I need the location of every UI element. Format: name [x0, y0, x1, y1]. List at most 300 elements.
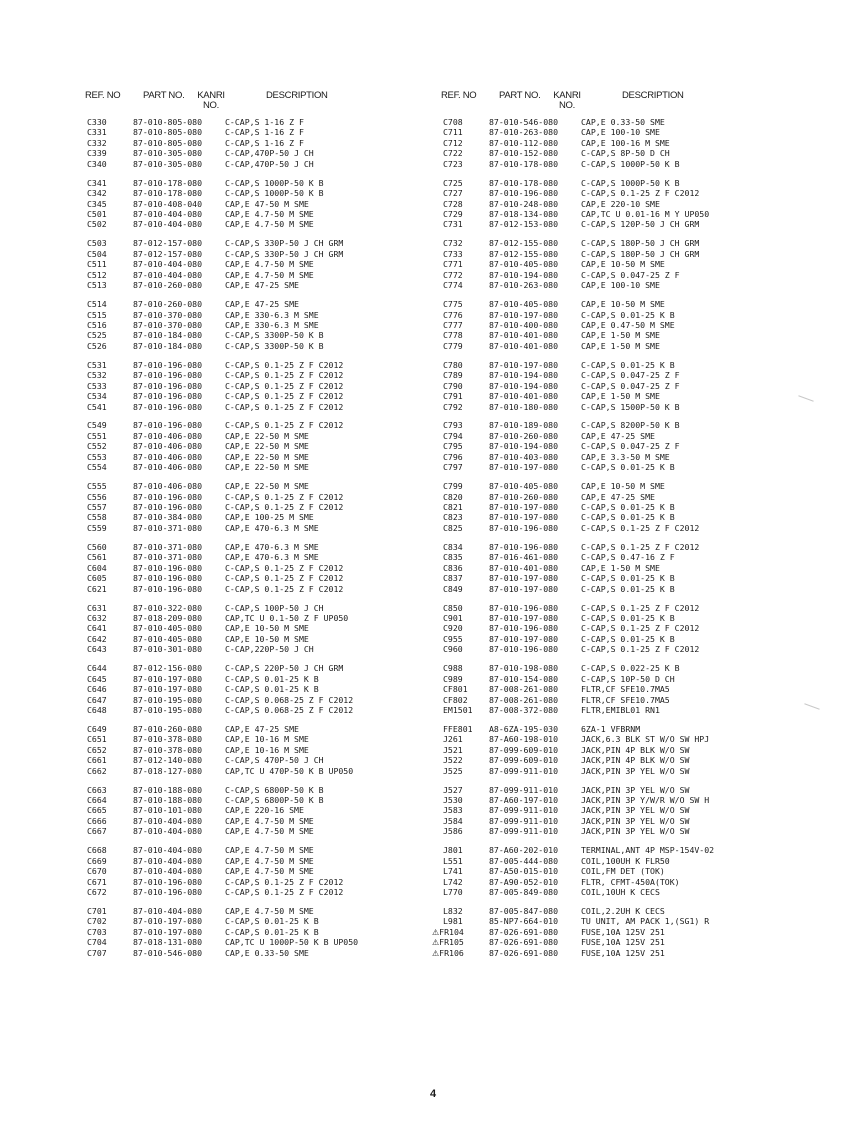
ref-no — [443, 280, 463, 290]
description: CAP,TC U 1000P-50 K B UP050 — [225, 937, 359, 948]
ref-no — [87, 502, 107, 512]
part-no: 87-A60-202-010 — [489, 845, 559, 856]
ref-no — [443, 431, 463, 441]
ref-no — [87, 280, 107, 290]
ref-no — [87, 663, 107, 673]
description: CAP,E 47-25 SME — [581, 430, 655, 441]
part-no: 87-026-691-080 — [489, 926, 559, 937]
ref-no-text: C632 — [87, 612, 107, 623]
ref-no-text: L551 — [443, 855, 463, 866]
ref-no-text: J584 — [443, 815, 463, 826]
part-no: 87-010-189-080 — [489, 420, 559, 431]
ref-no-text: C502 — [87, 219, 107, 230]
ref-no — [87, 209, 107, 219]
ref-no — [443, 663, 463, 673]
ref-no-text: C556 — [87, 491, 107, 502]
description: FLTR, CFMT-450A(TOK) — [581, 876, 680, 887]
part-no: 87-010-371-080 — [133, 552, 203, 563]
part-no: 87-010-178-080 — [133, 188, 203, 199]
ref-no-text: J521 — [443, 744, 463, 755]
description: C-CAP,S 1-16 Z F — [225, 137, 304, 148]
ref-no — [443, 402, 463, 412]
ref-no — [87, 441, 107, 451]
part-no: 87-010-184-080 — [133, 340, 203, 351]
ref-no-text: C837 — [443, 573, 463, 584]
ref-no — [443, 826, 463, 836]
ref-no — [87, 320, 107, 330]
description: C-CAP,S 0.1-25 Z F C2012 — [225, 401, 344, 412]
ref-no — [443, 634, 463, 644]
description: C-CAP,S 0.01-25 K B — [225, 684, 319, 695]
ref-no — [87, 391, 107, 401]
ref-no — [443, 755, 463, 765]
description: C-CAP,S 0.1-25 Z F C2012 — [225, 359, 344, 370]
ref-no — [443, 542, 463, 552]
page-number: 4 — [429, 1088, 437, 1100]
description: C-CAP,S 0.01-25 K B — [581, 583, 675, 594]
ref-no-text: C708 — [443, 117, 463, 127]
part-no: 87-010-404-080 — [133, 259, 203, 270]
ref-no-text: C515 — [87, 309, 107, 320]
description: C-CAP,S 0.01-25 K B — [581, 462, 675, 473]
part-no: 87-010-188-080 — [133, 784, 203, 795]
ref-no-text: C555 — [87, 481, 107, 492]
ref-no-text: C665 — [87, 805, 107, 816]
ref-no-text: J525 — [443, 765, 463, 776]
part-no: 87-010-406-080 — [133, 441, 203, 452]
description: C-CAP,S 330P-50 J CH GRM — [225, 238, 344, 249]
description: C-CAP,S 0.047-25 Z F — [581, 269, 680, 280]
ref-no-text: C794 — [443, 430, 463, 441]
part-no: 87-010-178-080 — [133, 177, 203, 188]
ref-no — [87, 420, 107, 430]
ref-no-text: C780 — [443, 359, 463, 370]
ref-no — [87, 481, 107, 491]
ref-no-text: C561 — [87, 552, 107, 563]
description: C-CAP,S 1000P-50 K B — [225, 188, 324, 199]
header-description: DESCRIPTION — [622, 90, 684, 101]
part-no: 87-010-404-080 — [133, 845, 203, 856]
part-no: 87-010-196-080 — [489, 623, 559, 634]
part-no: 87-010-404-080 — [133, 866, 203, 877]
description: JACK,PIN 3P YEL W/O SW — [581, 765, 690, 776]
part-no: 87-010-260-080 — [133, 299, 203, 310]
part-no: 87-010-406-080 — [133, 430, 203, 441]
ref-no — [443, 805, 463, 815]
ref-no-text: C525 — [87, 330, 107, 341]
description: C-CAP,S 0.068-25 Z F C2012 — [225, 704, 354, 715]
part-no: 87-010-404-080 — [133, 855, 203, 866]
ref-no-text: C664 — [87, 795, 107, 805]
part-no: 87-A50-015-010 — [489, 866, 559, 877]
part-no: 87-010-404-080 — [133, 209, 203, 219]
description: CAP,E 47-25 SME — [581, 491, 655, 502]
ref-no-text: C503 — [87, 238, 107, 249]
ref-no — [443, 148, 463, 158]
ref-no-text: C702 — [87, 916, 107, 927]
ref-no-text: C777 — [443, 319, 463, 330]
ref-no-text: C513 — [87, 280, 107, 291]
warning-triangle-icon: ⚠ — [432, 948, 440, 958]
description: C-CAP,S 180P-50 J CH GRM — [581, 238, 700, 249]
description: C-CAP,470P-50 J CH — [225, 148, 314, 159]
ref-no-text: C712 — [443, 137, 463, 148]
ref-no — [443, 866, 463, 876]
ref-no — [87, 795, 107, 805]
part-no: 87-010-196-080 — [133, 370, 203, 381]
ref-no-text: C703 — [87, 926, 107, 937]
description: CAP,E 3.3-50 M SME — [581, 451, 670, 462]
ref-no — [87, 452, 107, 462]
ref-no — [87, 310, 107, 320]
part-no: 87-005-847-080 — [489, 905, 559, 916]
header-kanri-no: KANRI NO. — [553, 90, 581, 111]
description: C-CAP,S 0.1-25 Z F C2012 — [581, 541, 700, 552]
description: C-CAP,220P-50 J CH — [225, 644, 314, 655]
ref-no — [443, 117, 463, 127]
part-no: 87-010-401-080 — [489, 340, 559, 351]
ref-no — [87, 360, 107, 370]
description: CAP,E 0.33-50 SME — [225, 947, 309, 958]
header-ref-no: REF. NO — [85, 90, 121, 101]
description: C-CAP,S 3300P-50 K B — [225, 340, 324, 351]
description: C-CAP,S 0.47-16 Z F — [581, 552, 675, 563]
ref-no — [87, 755, 107, 765]
ref-no-text: C704 — [87, 937, 107, 948]
description: C-CAP,S 180P-50 J CH GRM — [581, 248, 700, 259]
ref-no — [87, 805, 107, 815]
part-no: 87-099-911-010 — [489, 765, 559, 776]
part-no: 87-010-197-080 — [133, 673, 203, 684]
ref-no — [443, 523, 463, 533]
description: JACK,PIN 3P YEL W/O SW — [581, 805, 690, 816]
description: CAP,E 4.7-50 M SME — [225, 259, 314, 270]
ref-no — [443, 249, 463, 259]
description: C-CAP,S 330P-50 J CH GRM — [225, 248, 344, 259]
description: C-CAP,S 1000P-50 K B — [581, 177, 680, 188]
ref-no — [443, 856, 463, 866]
description: C-CAP,S 0.1-25 Z F C2012 — [225, 876, 344, 887]
ref-no-text: C646 — [87, 684, 107, 695]
ref-no — [443, 381, 463, 391]
ref-no — [443, 734, 463, 744]
part-no: 87-010-197-080 — [489, 583, 559, 594]
ref-no-text: C797 — [443, 462, 463, 473]
description: C-CAP,S 0.01-25 K B — [225, 916, 319, 927]
part-no: 87-010-197-080 — [133, 916, 203, 927]
ref-no-text: C989 — [443, 673, 463, 684]
description: C-CAP,S 0.1-25 Z F C2012 — [581, 522, 700, 533]
ref-no-text: C501 — [87, 209, 107, 219]
ref-no-text: C516 — [87, 319, 107, 330]
ref-no-text: C643 — [87, 644, 107, 655]
ref-no-text: C778 — [443, 330, 463, 341]
part-no: 87-010-196-080 — [133, 887, 203, 897]
description: C-CAP,S 0.01-25 K B — [225, 673, 319, 684]
ref-no-text: C330 — [87, 117, 107, 127]
ref-no-text: C823 — [443, 512, 463, 523]
ref-no-text: C604 — [87, 562, 107, 573]
part-no: 87-010-404-080 — [133, 905, 203, 916]
ref-no — [87, 684, 107, 694]
header-ref-no: REF. NO — [441, 90, 477, 101]
description: C-CAP,S 0.1-25 Z F C2012 — [225, 502, 344, 512]
ref-no — [87, 766, 107, 776]
ref-no-text: C799 — [443, 481, 463, 492]
ref-no — [443, 391, 463, 401]
description: CAP,E 10-16 M SME — [225, 744, 309, 755]
part-no: 87-010-260-080 — [489, 430, 559, 441]
part-no: 87-010-196-080 — [489, 188, 559, 199]
ref-no-text: C776 — [443, 309, 463, 320]
ref-no-text: J801 — [443, 845, 463, 856]
description: CAP,E 47-25 SME — [225, 280, 299, 291]
description: C-CAP,S 0.1-25 Z F C2012 — [225, 562, 344, 573]
description: CAP,E 47-50 M SME — [225, 198, 309, 209]
part-no: 87-010-194-080 — [489, 370, 559, 381]
part-no: 87-010-546-080 — [133, 947, 203, 958]
ref-no — [87, 238, 107, 248]
ref-no — [443, 238, 463, 248]
ref-no — [87, 877, 107, 887]
description: C-CAP,S 1000P-50 K B — [225, 177, 324, 188]
description: CAP,E 4.7-50 M SME — [225, 845, 314, 856]
ref-no — [87, 259, 107, 269]
ref-no-text: L770 — [443, 887, 463, 897]
description: JACK,PIN 3P Y/W/R W/O SW H — [581, 795, 710, 805]
header-part-no: PART NO. — [143, 90, 185, 101]
ref-no-text: C729 — [443, 209, 463, 219]
description: CAP,TC U 0.1-50 Z F UP050 — [225, 612, 349, 623]
part-no: 87-099-609-010 — [489, 744, 559, 755]
ref-no — [87, 370, 107, 380]
ref-no-text: C532 — [87, 370, 107, 381]
ref-no-text: C820 — [443, 491, 463, 502]
description: C-CAP,S 0.047-25 Z F — [581, 380, 680, 391]
ref-no — [443, 452, 463, 462]
ref-no-text: C825 — [443, 522, 463, 533]
part-no: 87-010-196-080 — [133, 420, 203, 431]
ref-no — [87, 927, 107, 937]
part-no: 87-010-404-080 — [133, 826, 203, 837]
ref-no-text: C723 — [443, 158, 463, 169]
ref-no-text: C711 — [443, 127, 463, 138]
ref-no-text: C795 — [443, 441, 463, 452]
description: C-CAP,S 0.1-25 Z F C2012 — [225, 887, 344, 897]
part-no: 87-A60-198-010 — [489, 734, 559, 745]
description: C-CAP,S 1000P-50 K B — [581, 158, 680, 169]
part-no: 87-010-405-080 — [133, 633, 203, 644]
description: CAP,E 4.7-50 M SME — [225, 826, 314, 837]
ref-no — [87, 341, 107, 351]
description: CAP,E 470-6.3 M SME — [225, 541, 319, 552]
description: COIL,FM DET (TOK) — [581, 866, 665, 877]
part-no: 87-010-196-080 — [489, 602, 559, 613]
part-no: 87-010-196-080 — [133, 502, 203, 512]
part-no: 87-012-153-080 — [489, 219, 559, 230]
ref-no-text: C534 — [87, 391, 107, 402]
part-no: 87-010-301-080 — [133, 644, 203, 655]
ref-no-text: C641 — [87, 623, 107, 634]
ref-no — [87, 431, 107, 441]
part-no: 87-010-401-080 — [489, 391, 559, 402]
ref-no — [443, 695, 468, 705]
ref-no-text: FFE801 — [443, 723, 473, 734]
ref-no-text: C647 — [87, 694, 107, 705]
ref-no-text: J586 — [443, 826, 463, 837]
description: JACK,PIN 3P YEL W/O SW — [581, 784, 690, 795]
ref-no — [87, 117, 107, 127]
ref-no-text: C775 — [443, 299, 463, 310]
ref-no-text: C701 — [87, 905, 107, 916]
description: C-CAP,S 470P-50 J CH — [225, 755, 324, 766]
ref-no-text: C551 — [87, 430, 107, 441]
ref-no — [87, 734, 107, 744]
part-no: 87-010-405-080 — [489, 259, 559, 270]
description: JACK,PIN 3P YEL W/O SW — [581, 815, 690, 826]
ref-no — [443, 299, 463, 309]
part-no: 87-010-805-080 — [133, 117, 203, 127]
part-no: 87-010-805-080 — [133, 137, 203, 148]
header-kanri-no: KANRI NO. — [197, 90, 225, 111]
ref-no — [87, 613, 107, 623]
ref-no — [443, 845, 463, 855]
description: C-CAP,S 0.01-25 K B — [581, 573, 675, 584]
ref-no — [443, 370, 463, 380]
description: COIL,2.2UH K CECS — [581, 905, 665, 916]
ref-no — [443, 441, 463, 451]
ref-no-text: C731 — [443, 219, 463, 230]
ref-no-text: C728 — [443, 198, 463, 209]
ref-no — [443, 462, 463, 472]
description: C-CAP,S 220P-50 J CH GRM — [225, 663, 344, 674]
part-no: 87-018-134-080 — [489, 209, 559, 219]
description: TERMINAL,ANT 4P MSP-154V-02 — [581, 845, 715, 856]
description: C-CAP,S 6800P-50 K B — [225, 784, 324, 795]
description: CAP,E 10-16 M SME — [225, 734, 309, 745]
part-no: 87-010-196-080 — [133, 573, 203, 584]
ref-no — [443, 785, 463, 795]
part-no: 87-010-196-080 — [133, 583, 203, 594]
ref-no-text: C790 — [443, 380, 463, 391]
description: CAP,E 1-50 M SME — [581, 340, 660, 351]
description: CAP,E 220-16 SME — [225, 805, 304, 816]
description: C-CAP,S 0.1-25 Z F C2012 — [225, 491, 344, 502]
part-no: 87-010-805-080 — [133, 127, 203, 138]
ref-no-text: C533 — [87, 380, 107, 391]
part-no: 87-010-197-080 — [489, 612, 559, 623]
ref-no — [87, 826, 107, 836]
part-no: 87-010-260-080 — [489, 491, 559, 502]
ref-no-text: C558 — [87, 512, 107, 523]
part-no: 87-010-405-080 — [489, 481, 559, 492]
ref-no-text: C512 — [87, 269, 107, 280]
description: CAP,E 1-50 M SME — [581, 330, 660, 341]
ref-no — [87, 512, 107, 522]
ref-no — [443, 745, 463, 755]
part-no: 87-010-184-080 — [133, 330, 203, 341]
description: CAP,E 10-50 M SME — [225, 633, 309, 644]
description: CAP,E 4.7-50 M SME — [225, 905, 314, 916]
ref-no — [87, 856, 107, 866]
ref-no-text: C342 — [87, 188, 107, 199]
ref-no-text: C672 — [87, 887, 107, 897]
part-no: 87-010-370-080 — [133, 319, 203, 330]
description: CAP,E 100-10 SME — [581, 280, 660, 291]
description: C-CAP,S 0.022-25 K B — [581, 663, 680, 674]
ref-no-text: C554 — [87, 462, 107, 473]
description: CAP,E 47-25 SME — [225, 299, 299, 310]
part-no: 87-010-263-080 — [489, 280, 559, 291]
part-no: 87-010-196-080 — [133, 562, 203, 573]
part-no: 87-A90-052-010 — [489, 876, 559, 887]
part-no: 87-012-140-080 — [133, 755, 203, 766]
description: C-CAP,S 8P-50 D CH — [581, 148, 670, 159]
ref-no-text: C779 — [443, 340, 463, 351]
ref-no-text: C901 — [443, 612, 463, 623]
description: CAP,E 47-25 SME — [225, 723, 299, 734]
ref-no — [87, 199, 107, 209]
ref-no-text: C732 — [443, 238, 463, 249]
part-no: 87-010-400-080 — [489, 319, 559, 330]
description: C-CAP,S 3300P-50 K B — [225, 330, 324, 341]
ref-no-text: J522 — [443, 755, 463, 766]
description: C-CAP,S 0.1-25 Z F C2012 — [581, 602, 700, 613]
description: C-CAP,S 1500P-50 K B — [581, 401, 680, 412]
ref-no-text: C793 — [443, 420, 463, 431]
part-no: 87-010-196-080 — [489, 541, 559, 552]
part-no: 87-005-849-080 — [489, 887, 559, 897]
ref-no — [87, 845, 107, 855]
ref-no — [87, 552, 107, 562]
part-no: 87-010-546-080 — [489, 117, 559, 127]
part-no: 87-010-248-080 — [489, 198, 559, 209]
part-no: 87-018-131-080 — [133, 937, 203, 948]
header-description: DESCRIPTION — [266, 90, 328, 101]
ref-no-text: C332 — [87, 137, 107, 148]
part-no: 87-010-196-080 — [489, 522, 559, 533]
description: CAP,E 1-50 M SME — [581, 391, 660, 402]
part-no: 87-010-194-080 — [489, 441, 559, 452]
ref-no — [443, 512, 463, 522]
ref-no — [87, 159, 107, 169]
part-no: 87-008-261-080 — [489, 684, 559, 695]
part-no: 87-008-261-080 — [489, 694, 559, 705]
ref-no-text: C835 — [443, 552, 463, 563]
description: C-CAP,S 0.1-25 Z F C2012 — [581, 644, 700, 655]
part-no: 87-010-197-080 — [489, 633, 559, 644]
description: CAP,E 22-50 M SME — [225, 430, 309, 441]
ref-no — [87, 330, 107, 340]
ref-no — [87, 492, 107, 502]
part-no: 87-010-263-080 — [489, 127, 559, 138]
ref-no — [443, 159, 463, 169]
description: TU UNIT, AM PACK 1,(SG1) R — [581, 916, 710, 927]
ref-no — [443, 341, 463, 351]
part-no: 87-010-178-080 — [489, 158, 559, 169]
ref-no-text: C541 — [87, 401, 107, 412]
description: CAP,E 0.33-50 SME — [581, 117, 665, 127]
part-no: A8-6ZA-195-030 — [489, 723, 559, 734]
description: CAP,TC U 0.01-16 M Y UP050 — [581, 209, 710, 219]
description: COIL,100UH K FLR50 — [581, 855, 670, 866]
ref-no — [87, 563, 107, 573]
description: C-CAP,S 0.1-25 Z F C2012 — [225, 420, 344, 431]
ref-no — [443, 270, 463, 280]
part-no: 87-010-406-080 — [133, 462, 203, 473]
ref-no — [443, 502, 463, 512]
ref-no-text: C849 — [443, 583, 463, 594]
